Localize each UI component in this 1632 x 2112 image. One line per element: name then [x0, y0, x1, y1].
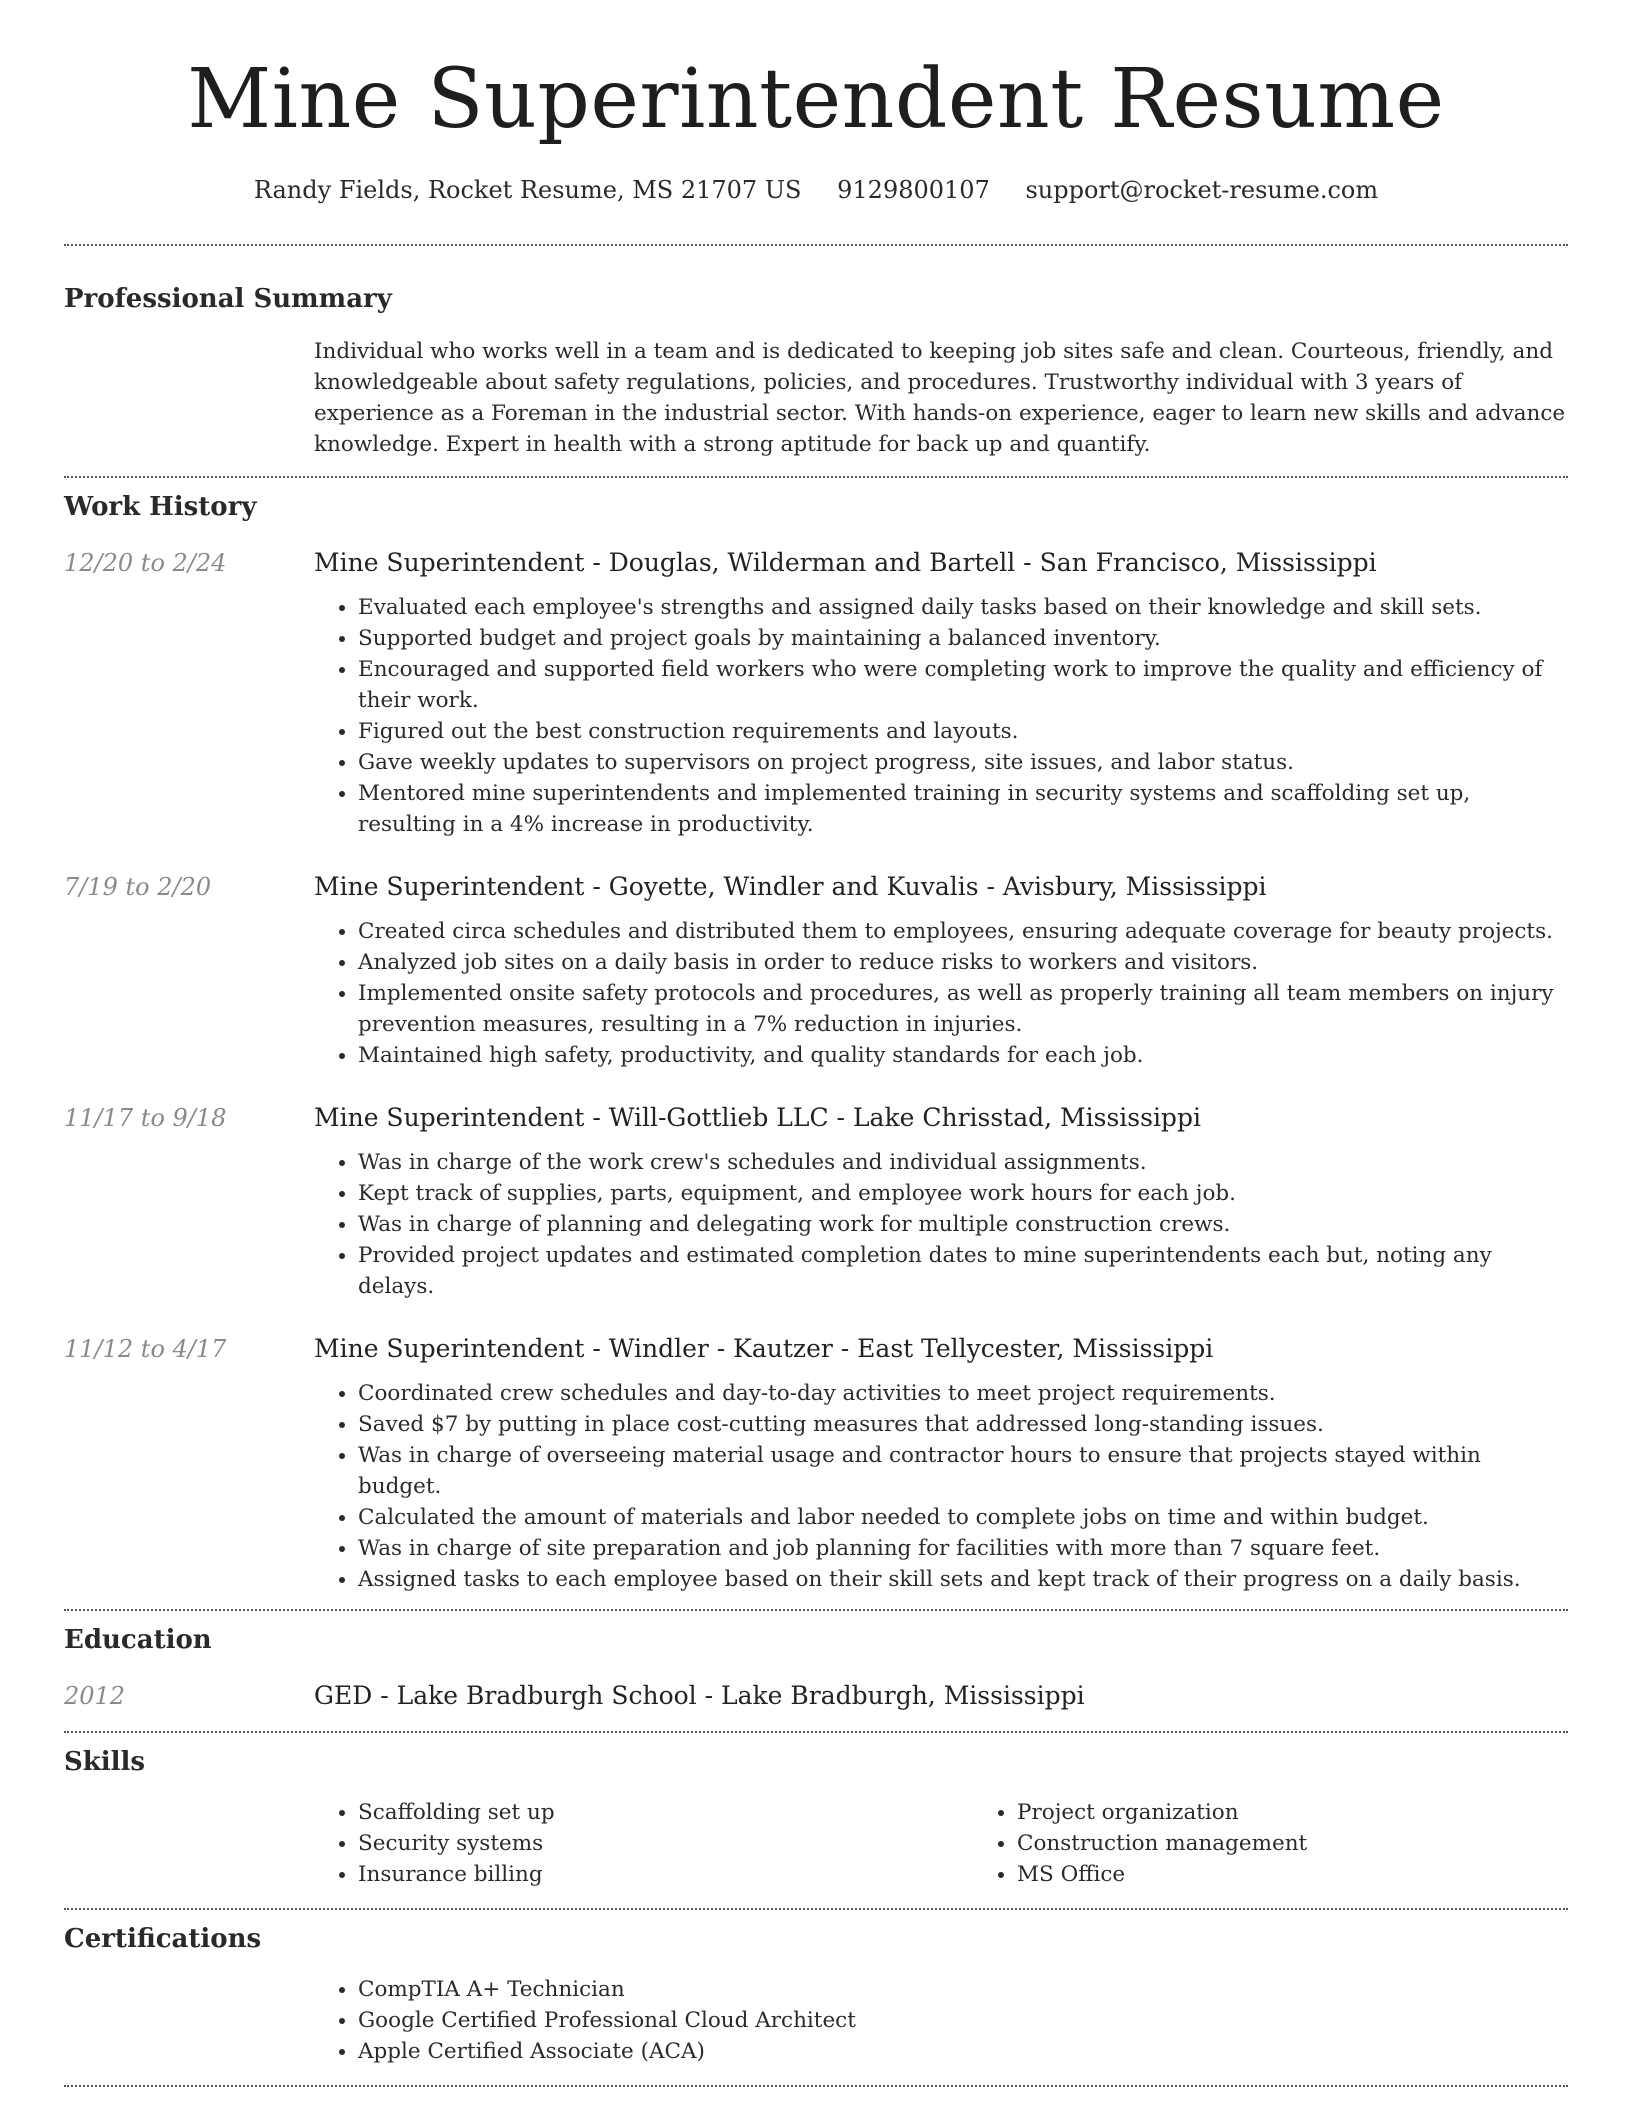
job-title: Mine Superintendent - Windler - Kautzer - East Tellycester, Mississippi: [314, 1334, 1214, 1363]
education-section: [64, 1611, 1568, 1713]
list-item: • Evaluated each employee's strengths and assigned daily tasks based on their knowledge and skill sets.: [358, 592, 1568, 623]
list-item: • Was in charge of the work crew's schedules and individual assignments.: [358, 1147, 1568, 1178]
list-item: • Gave weekly updates to supervisors on project progress, site issues, and labor status.: [358, 747, 1568, 778]
resume-page: [64, 0, 1568, 2087]
page-title: Mine Superintendent Resume: [187, 52, 1445, 147]
list-item: • Encouraged and supported field workers who were completing work to improve the quality and efficiency of their work.: [358, 654, 1568, 716]
list-item: • Was in charge of site preparation and job planning for facilities with more than 7 square feet.: [358, 1533, 1568, 1564]
job-title: Mine Superintendent - Douglas, Wilderman and Bartell - San Francisco, Mississippi: [314, 548, 1377, 577]
education-entry: [64, 1679, 1568, 1713]
job-entry: [64, 870, 1568, 1071]
list-item: • Supported budget and project goals by maintaining a balanced inventory.: [358, 623, 1568, 654]
list-item: • Scaffolding set up: [358, 1797, 973, 1828]
divider: [64, 2085, 1568, 2087]
list-item: • Was in charge of overseeing material usage and contractor hours to ensure that projects stayed within budget.: [358, 1440, 1568, 1502]
job-bullets: [314, 592, 1568, 840]
list-item: • Analyzed job sites on a daily basis in order to reduce risks to workers and visitors.: [358, 947, 1568, 978]
job-title: Mine Superintendent - Will-Gottlieb LLC - Lake Chrisstad, Mississippi: [314, 1103, 1201, 1132]
list-item: • Mentored mine superintendents and implemented training in security systems and scaffolding set up, resulting in a 4% increase in productivity.: [358, 778, 1568, 840]
list-item: • Construction management: [1017, 1828, 1632, 1859]
job-dates: 11/12 to 4/17: [64, 1335, 227, 1363]
contact-line: [64, 174, 1568, 206]
list-item: • Apple Certified Associate (ACA): [358, 2036, 1568, 2067]
list-item: • Project organization: [1017, 1797, 1632, 1828]
work-history-heading: Work History: [64, 492, 257, 522]
list-item: • Insurance billing: [358, 1859, 973, 1890]
job-entry: [64, 1101, 1568, 1302]
list-item: • MS Office: [1017, 1859, 1632, 1890]
summary-heading: Professional Summary: [64, 284, 392, 314]
list-item: • Implemented onsite safety protocols and procedures, as well as properly training all team members on injury prevention measures, resulting in a 7% reduction in injuries.: [358, 978, 1568, 1040]
contact-email: support@rocket-resume.com: [1025, 176, 1379, 204]
list-item: • Google Certified Professional Cloud Architect: [358, 2005, 1568, 2036]
job-dates: 11/17 to 9/18: [64, 1104, 227, 1132]
list-item: • Assigned tasks to each employee based on their skill sets and kept track of their progress on a daily basis.: [358, 1564, 1568, 1595]
job-bullets: [314, 916, 1568, 1071]
job-entry: [64, 546, 1568, 840]
certifications-list: [314, 1974, 1568, 2067]
list-item: • Figured out the best construction requirements and layouts.: [358, 716, 1568, 747]
list-item: • Calculated the amount of materials and labor needed to complete jobs on time and within budget.: [358, 1502, 1568, 1533]
skills-heading: Skills: [64, 1747, 146, 1777]
job-bullets: [314, 1378, 1568, 1595]
certifications-heading: Certifications: [64, 1924, 262, 1954]
skills-list-right: [973, 1797, 1632, 1890]
skills-list-left: [314, 1797, 973, 1890]
job-dates: 7/19 to 2/20: [64, 873, 212, 901]
education-title: GED - Lake Bradburgh School - Lake Bradburgh, Mississippi: [314, 1681, 1085, 1710]
list-item: • Was in charge of planning and delegating work for multiple construction crews.: [358, 1209, 1568, 1240]
education-year: 2012: [64, 1682, 126, 1710]
list-item: • Saved $7 by putting in place cost-cutting measures that addressed long-standing issues.: [358, 1409, 1568, 1440]
list-item: • Created circa schedules and distributed them to employees, ensuring adequate coverage for beauty projects.: [358, 916, 1568, 947]
list-item: • CompTIA A+ Technician: [358, 1974, 1568, 2005]
list-item: • Provided project updates and estimated completion dates to mine superintendents each but, noting any delays.: [358, 1240, 1568, 1302]
skills-section: [64, 1733, 1568, 1890]
summary-text: Individual who works well in a team and is dedicated to keeping job sites safe and clean. Courteous, friendly, and knowledgeable about safety regulations, policies, and procedures. Trustworthy individual with 3 years of experience as a Foreman in the industrial sector. With hands-on experience, eager to learn new skills and advance knowledge. Expert in health with a strong aptitude for back up and quantify.: [314, 339, 1566, 457]
list-item: • Security systems: [358, 1828, 973, 1859]
summary-section: [64, 246, 1568, 460]
job-bullets: [314, 1147, 1568, 1302]
list-item: • Coordinated crew schedules and day-to-day activities to meet project requirements.: [358, 1378, 1568, 1409]
job-dates: 12/20 to 2/24: [64, 549, 227, 577]
list-item: • Kept track of supplies, parts, equipment, and employee work hours for each job.: [358, 1178, 1568, 1209]
work-history-section: [64, 478, 1568, 1595]
job-entry: [64, 1332, 1568, 1595]
contact-address: Randy Fields, Rocket Resume, MS 21707 US: [253, 176, 802, 204]
education-heading: Education: [64, 1625, 212, 1655]
job-title: Mine Superintendent - Goyette, Windler and Kuvalis - Avisbury, Mississippi: [314, 872, 1267, 901]
contact-phone: 9129800107: [837, 176, 990, 204]
certifications-section: [64, 1910, 1568, 2067]
list-item: • Maintained high safety, productivity, and quality standards for each job.: [358, 1040, 1568, 1071]
